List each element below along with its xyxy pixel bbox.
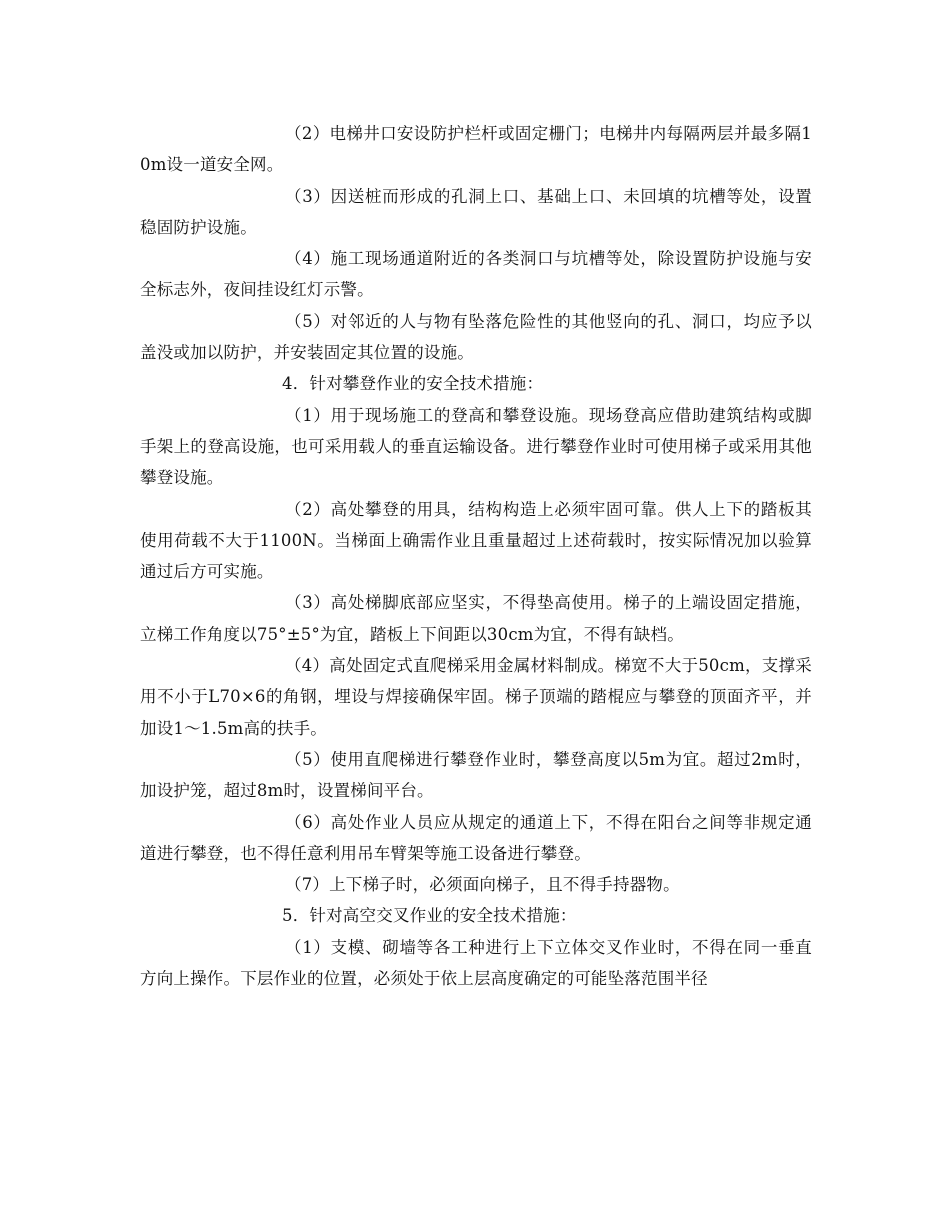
paragraph-item-5-vertical-openings: （5）对邻近的人与物有坠落危险性的其他竖向的孔、洞口，均应予以盖没或加以防护，并安装固定其位置的设施。 — [140, 311, 812, 363]
paragraph-climbing-item-4: （4）高处固定式直爬梯采用金属材料制成。梯宽不大于50cm，支撑采用不小于L70×6的角钢，埋设与焊接确保牢固。梯子顶端的踏棍应与攀登的顶面齐平，并加设1～1.5m高的扶手。 — [140, 656, 812, 738]
paragraph-cross-item-1: （1）支模、砌墙等各工种进行上下立体交叉作业时，不得在同一垂直方向上操作。下层作业的位置，必须处于依上层高度确定的可能坠落范围半径 — [140, 937, 812, 989]
paragraph-climbing-item-7: （7）上下梯子时，必须面向梯子，且不得手持器物。 — [285, 875, 680, 895]
section-heading-cross-work: 5．针对高空交叉作业的安全技术措施： — [282, 906, 577, 926]
section-heading-climbing-work: 4．针对攀登作业的安全技术措施： — [282, 374, 544, 394]
paragraph-climbing-item-6: （6）高处作业人员应从规定的通道上下，不得在阳台之间等非规定通道进行攀登，也不得任意利用吊车臂架等施工设备进行攀登。 — [140, 812, 812, 863]
paragraph-climbing-item-1: （1）用于现场施工的登高和攀登设施。现场登高应借助建筑结构或脚手架上的登高设施，也可采用载人的垂直运输设备。进行攀登作业时可使用梯子或采用其他攀登设施。 — [140, 405, 812, 488]
paragraph-climbing-item-5: （5）使用直爬梯进行攀登作业时，攀登高度以5m为宜。超过2m时，加设护笼，超过8m时，设置梯间平台。 — [140, 749, 812, 801]
paragraph-item-4-passage-openings: （4）施工现场通道附近的各类洞口与坑槽等处，除设置防护设施与安全标志外，夜间挂设红灯示警。 — [140, 249, 812, 300]
paragraph-item-3-pile-holes: （3）因送桩而形成的孔洞上口、基础上口、未回填的坑槽等处，设置稳固防护设施。 — [140, 186, 812, 237]
paragraph-item-2-elevator-shaft: （2）电梯井口安设防护栏杆或固定栅门；电梯井内每隔两层并最多隔10m设一道安全网。 — [140, 124, 812, 175]
paragraph-climbing-item-3: （3）高处梯脚底部应坚实，不得垫高使用。梯子的上端设固定措施，立梯工作角度以75°±5°为宜，踏板上下间距以30cm为宜，不得有缺档。 — [140, 593, 812, 644]
paragraph-climbing-item-2: （2）高处攀登的用具，结构构造上必须牢固可靠。供人上下的踏板其使用荷载不大于1100N。当梯面上确需作业且重量超过上述荷载时，按实际情况加以验算通过后方可实施。 — [140, 499, 812, 582]
document-body — [140, 118, 812, 994]
